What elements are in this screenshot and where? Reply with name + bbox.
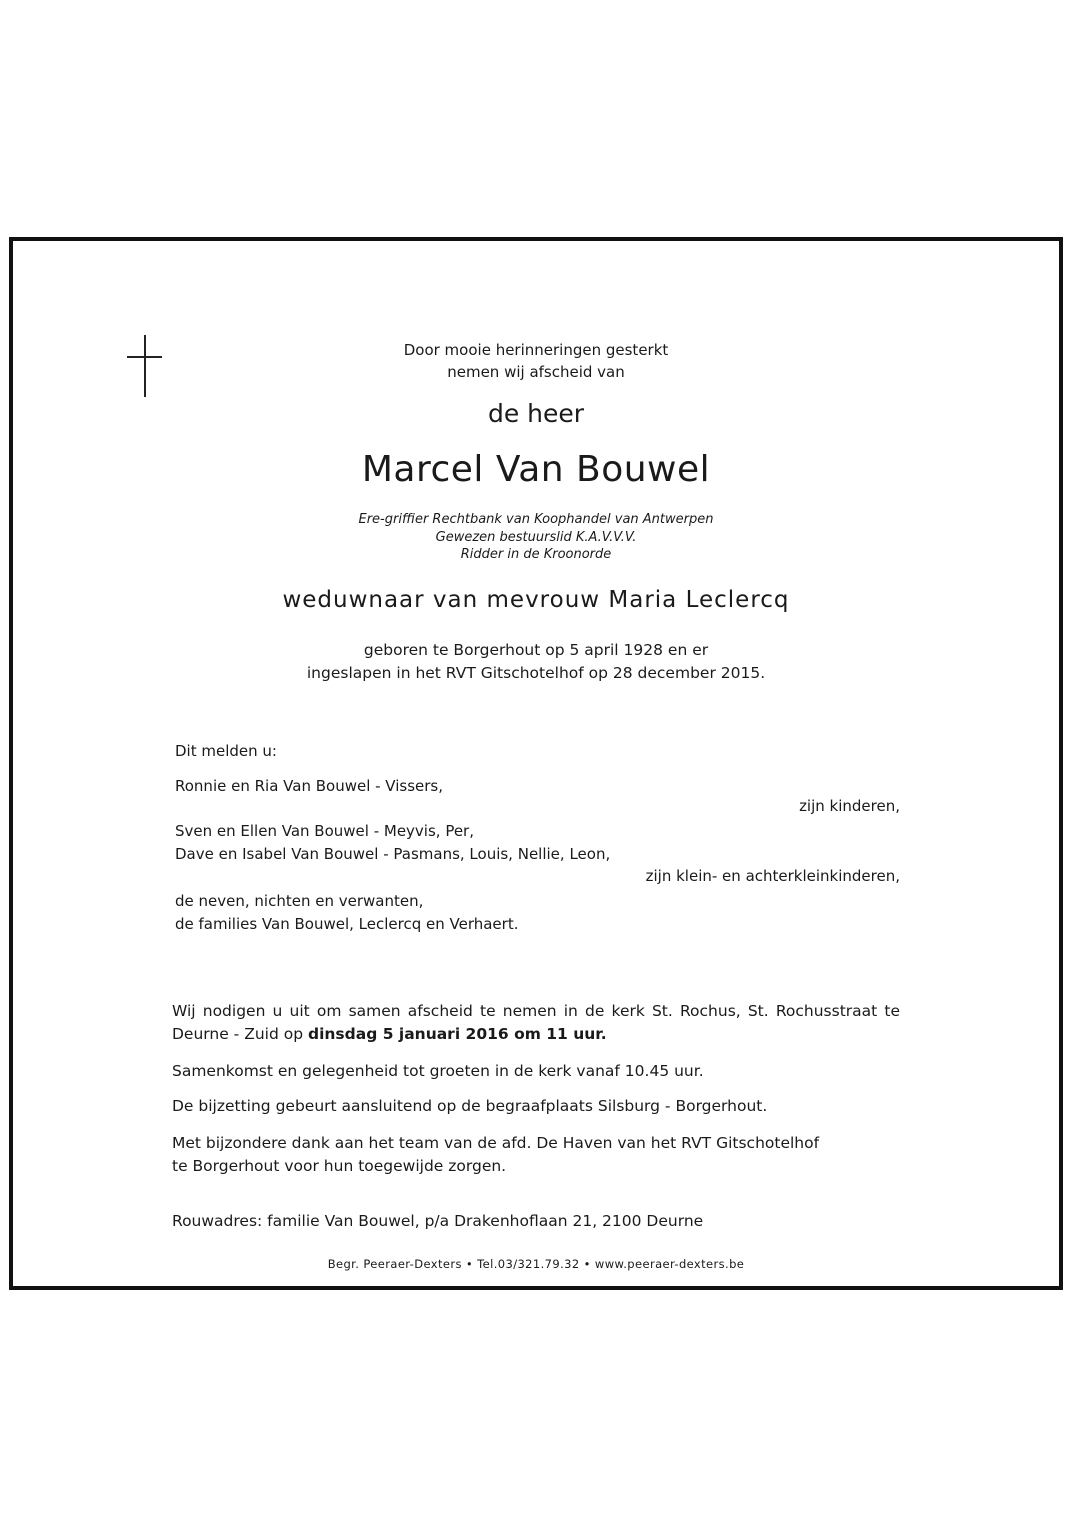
funeral-home-footer: Begr. Peeraer-Dexters • Tel.03/321.79.32 • www.peeraer-dexters.be [327,1257,745,1271]
honorific-title: de heer [487,399,585,428]
thanks-paragraph [172,1132,900,1177]
children-label: zijn kinderen, [799,797,900,815]
intro-text [13,339,1059,383]
thanks-line-2: te Borgerhout voor hun toegewijde zorgen. [172,1156,507,1175]
honor-item: Ere-griffier Rechtbank van Koophandel van Antwerpen [358,512,714,527]
families-line: de families Van Bouwel, Leclercq en Verhaert. [175,915,519,933]
invitation-text: Wij nodigen u uit om samen afscheid te nemen in de kerk St. Rochus, St. Rochusstraat te Deurne - Zuid op [172,1002,900,1043]
ceremony-date: dinsdag 5 januari 2016 om 11 uur. [307,1024,607,1043]
intro-line-1: Door mooie herinneringen gesterkt [403,341,669,359]
widower-line: weduwnaar van mevrouw Maria Leclercq [282,587,790,613]
children-names: Ronnie en Ria Van Bouwel - Vissers, [175,777,444,795]
gathering-line: Samenkomst en gelegenheid tot groeten in de kerk vanaf 10.45 uur. [172,1062,704,1080]
mourning-address: Rouwadres: familie Van Bouwel, p/a Drakenhoflaan 21, 2100 Deurne [172,1212,704,1230]
death-line: ingeslapen in het RVT Gitschotelhof op 28 december 2015. [306,663,766,682]
honor-item: Ridder in de Kroonorde [460,547,612,562]
honor-item: Gewezen bestuurslid K.A.V.V.V. [435,529,637,545]
grandchildren-line-1: Sven en Ellen Van Bouwel - Meyvis, Per, [175,822,474,840]
announce-heading: Dit melden u: [175,742,277,760]
grandchildren-label: zijn klein- en achterkleinkinderen, [645,867,900,885]
birth-line: geboren te Borgerhout op 5 april 1928 en er [363,641,709,659]
intro-line-2: nemen wij afscheid van [447,363,625,381]
honors-list [13,511,1059,564]
death-notice-card [9,237,1063,1290]
thanks-line-1: Met bijzondere dank aan het team van de afd. De Haven van het RVT Gitschotelhof [172,1134,820,1152]
birth-death-dates [13,639,1059,684]
deceased-name: Marcel Van Bouwel [361,449,711,490]
grandchildren-line-2: Dave en Isabel Van Bouwel - Pasmans, Louis, Nellie, Leon, [175,845,611,863]
burial-line: De bijzetting gebeurt aansluitend op de begraafplaats Silsburg - Borgerhout. [172,1097,768,1115]
invitation-paragraph [172,1000,900,1045]
relatives-line: de neven, nichten en verwanten, [175,892,424,910]
